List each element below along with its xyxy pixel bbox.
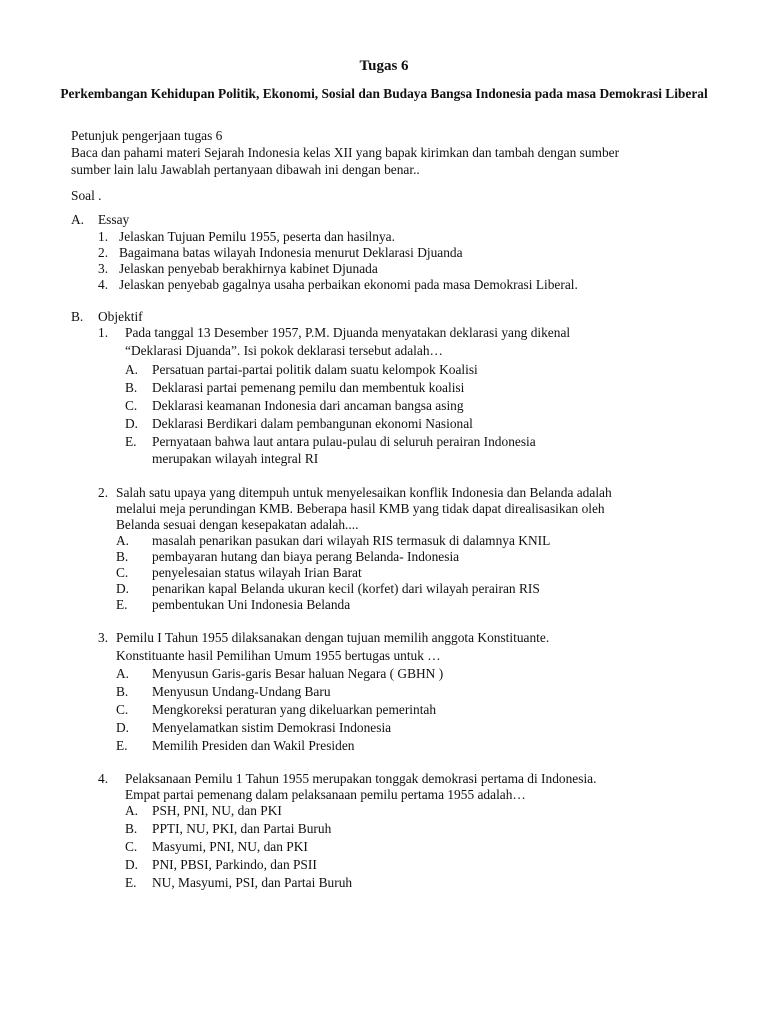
section-b-label: Objektif [98,309,143,324]
option-text-continued: merupakan wilayah integral RI [152,451,319,466]
option-text: Masyumi, PNI, NU, dan PKI [152,839,308,854]
option-text: pembentukan Uni Indonesia Belanda [152,597,351,612]
option-letter: E. [125,434,137,449]
question-number: 3. [98,630,109,645]
section-b-letter: B. [71,309,84,324]
instructions-line-2: sumber lain lalu Jawablah pertanyaan dibawah ini dengan benar.. [71,162,420,177]
option-letter: D. [116,720,130,735]
question-line: Pada tanggal 13 Desember 1957, P.M. Djuanda menyatakan deklarasi yang dikenal [125,325,571,340]
question-line: “Deklarasi Djuanda”. Isi pokok deklarasi tersebut adalah… [125,343,443,358]
option-text: PPTI, NU, PKI, dan Partai Buruh [152,821,332,836]
option-text: Deklarasi Berdikari dalam pembangunan ekonomi Nasional [152,416,473,431]
option-letter: D. [125,857,139,872]
option-text: PSH, PNI, NU, dan PKI [152,803,282,818]
essay-item-text: Jelaskan penyebab berakhirnya kabinet Djunada [119,261,378,276]
question-line: melalui meja perundingan KMB. Beberapa hasil KMB yang tidak dapat direalisasikan oleh [116,501,605,516]
option-text: Memilih Presiden dan Wakil Presiden [152,738,355,753]
question-number: 2. [98,485,109,500]
option-letter: C. [116,565,129,580]
option-text: masalah penarikan pasukan dari wilayah RIS termasuk di dalamnya KNIL [152,533,551,548]
essay-item-text: Jelaskan penyebab gagalnya usaha perbaikan ekonomi pada masa Demokrasi Liberal. [119,277,578,292]
option-text: NU, Masyumi, PSI, dan Partai Buruh [152,875,353,890]
question-line: Pelaksanaan Pemilu 1 Tahun 1955 merupakan tonggak demokrasi pertama di Indonesia. [125,771,597,786]
option-text: Deklarasi keamanan Indonesia dari ancaman bangsa asing [152,398,464,413]
option-text: Menyusun Undang-Undang Baru [152,684,331,699]
option-letter: D. [116,581,130,596]
option-letter: A. [125,362,139,377]
essay-item-number: 4. [98,277,109,292]
option-letter: E. [125,875,137,890]
option-letter: B. [116,684,129,699]
question-line: Konstituante hasil Pemilihan Umum 1955 bertugas untuk … [116,648,441,663]
option-text: penarikan kapal Belanda ukuran kecil (korfet) dari wilayah perairan RIS [152,581,540,596]
essay-item-number: 3. [98,261,109,276]
option-letter: A. [116,666,130,681]
question-line: Salah satu upaya yang ditempuh untuk menyelesaikan konflik Indonesia dan Belanda adalah [116,485,612,500]
question-number: 4. [98,771,109,786]
question-line: Belanda sesuai dengan kesepakatan adalah.... [116,517,359,532]
essay-item-text: Jelaskan Tujuan Pemilu 1955, peserta dan hasilnya. [119,229,395,244]
question-line: Pemilu I Tahun 1955 dilaksanakan dengan tujuan memilih anggota Konstituante. [116,630,550,645]
essay-item-number: 1. [98,229,109,244]
option-letter: B. [116,549,129,564]
option-text: Menyusun Garis-garis Besar haluan Negara ( GBHN ) [152,666,444,681]
option-letter: A. [125,803,139,818]
option-text: Mengkoreksi peraturan yang dikeluarkan pemerintah [152,702,437,717]
option-letter: A. [116,533,130,548]
soal-label: Soal . [71,188,102,203]
essay-item-text: Bagaimana batas wilayah Indonesia menurut Deklarasi Djuanda [119,245,463,260]
instructions-line-1: Baca dan pahami materi Sejarah Indonesia kelas XII yang bapak kirimkan dan tambah dengan sumber [71,145,620,160]
page-title: Tugas 6 [359,58,409,74]
option-letter: E. [116,738,128,753]
question-number: 1. [98,325,109,340]
option-letter: B. [125,380,138,395]
option-text: Pernyataan bahwa laut antara pulau-pulau di seluruh perairan Indonesia [152,434,536,449]
option-text: Deklarasi partai pemenang pemilu dan membentuk koalisi [152,380,465,395]
essay-item-number: 2. [98,245,109,260]
option-text: Persatuan partai-partai politik dalam suatu kelompok Koalisi [152,362,478,377]
option-letter: C. [125,839,138,854]
option-letter: C. [125,398,138,413]
instructions-heading: Petunjuk pengerjaan tugas 6 [71,128,223,143]
option-letter: D. [125,416,139,431]
option-letter: E. [116,597,128,612]
option-text: PNI, PBSI, Parkindo, dan PSII [152,857,317,872]
option-letter: C. [116,702,129,717]
page-subtitle: Perkembangan Kehidupan Politik, Ekonomi, Sosial dan Budaya Bangsa Indonesia pada masa Demokrasi Liberal [60,86,708,101]
option-text: Menyelamatkan sistim Demokrasi Indonesia [152,720,392,735]
option-text: pembayaran hutang dan biaya perang Belanda- Indonesia [152,549,460,564]
question-line: Empat partai pemenang dalam pelaksanaan pemilu pertama 1955 adalah… [125,787,526,802]
section-a-letter: A. [71,212,85,227]
section-a-label: Essay [98,212,130,227]
option-text: penyelesaian status wilayah Irian Barat [152,565,362,580]
option-letter: B. [125,821,138,836]
